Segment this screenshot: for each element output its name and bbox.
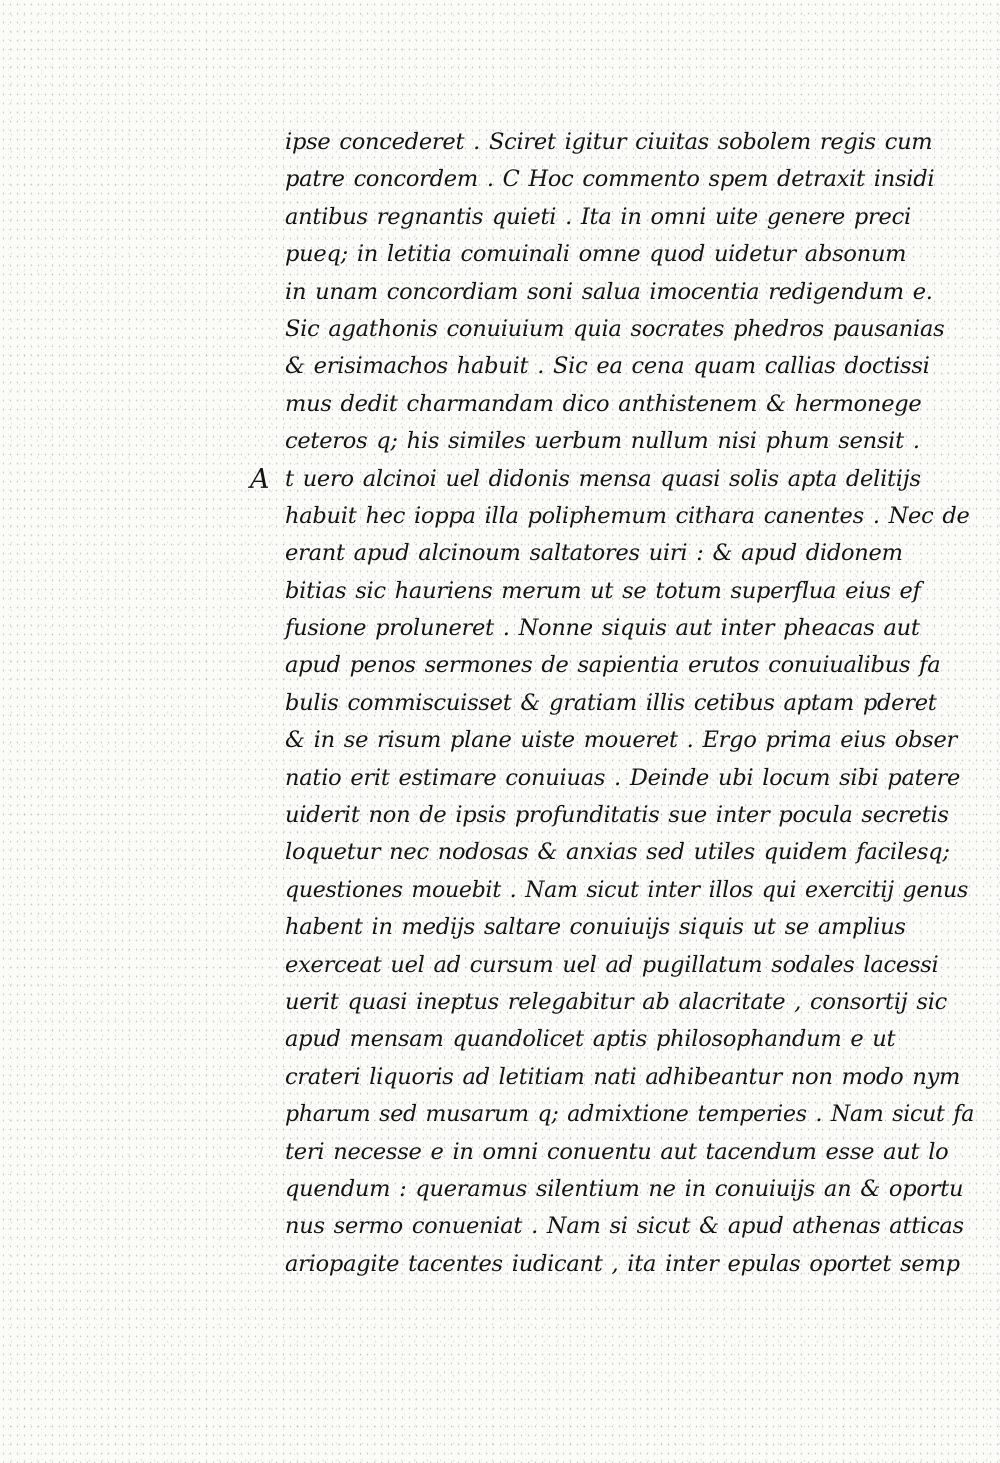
manuscript-line: ariopagite tacentes iudicant , ita inter epulas oportet semp [285, 1250, 960, 1277]
manuscript-line: fusione proluneret . Nonne siquis aut inter pheacas aut [285, 615, 920, 642]
manuscript-line: Sic agathonis conuiuium quia socrates phedros pausanias [285, 315, 945, 342]
manuscript-line: t uero alcinoi uel didonis mensa quasi solis apta delitijs [285, 465, 921, 492]
manuscript-line: habent in medijs saltare conuiuijs siquis ut se amplius [285, 914, 906, 941]
manuscript-line: erant apud alcinoum saltatores uiri : & apud didonem [285, 540, 903, 567]
manuscript-line: in unam concordiam soni salua imocentia redigendum e. [285, 278, 933, 305]
manuscript-line: quendum : queramus silentium ne in conuiuijs an & oportu [285, 1175, 964, 1202]
manuscript-line: ceteros q; his similes uerbum nullum nisi phum sensit . [285, 428, 920, 455]
manuscript-line: antibus regnantis quieti . Ita in omni uite genere preci [285, 203, 911, 230]
manuscript-line: pharum sed musarum q; admixtione temperies . Nam sicut fa [285, 1102, 975, 1128]
manuscript-line: patre concordem . C Hoc commento spem detraxit insidi [285, 166, 935, 193]
manuscript-line: apud penos sermones de sapientia erutos conuiualibus fa [285, 652, 941, 679]
manuscript-line: mus dedit charmandam dico anthistenem & hermonege [285, 390, 922, 417]
margin-initial-letter: A [250, 464, 270, 495]
manuscript-line: uerit quasi ineptus relegabitur ab alacritate , consortij sic [285, 988, 947, 1015]
manuscript-line: ipse concederet . Sciret igitur ciuitas sobolem regis cum [285, 129, 933, 155]
manuscript-line: habuit hec ioppa illa poliphemum cithara canentes . Nec de [285, 502, 970, 529]
manuscript-line: exerceat uel ad cursum uel ad pugillatum sodales lacessi [285, 951, 939, 978]
manuscript-line: loquetur nec nodosas & anxias sed utiles quidem facilesq; [285, 839, 950, 866]
manuscript-line: apud mensam quandolicet aptis philosophandum e ut [285, 1026, 896, 1053]
manuscript-line: crateri liquoris ad letitiam nati adhibeantur non modo nym [285, 1063, 961, 1090]
manuscript-line: nus sermo conueniat . Nam si sicut & apud athenas atticas [285, 1213, 964, 1240]
manuscript-line: uiderit non de ipsis profunditatis sue inter pocula secretis [285, 802, 949, 829]
manuscript-line: & erisimachos habuit . Sic ea cena quam callias doctissi [285, 353, 930, 380]
manuscript-line: pueq; in letitia comuinali omne quod uidetur absonum [285, 241, 907, 268]
manuscript-line: questiones mouebit . Nam sicut inter illos qui exercitij genus [285, 877, 968, 903]
manuscript-line: teri necesse e in omni conuentu aut tacendum esse aut lo [285, 1138, 949, 1165]
manuscript-line: bitias sic hauriens merum ut se totum superflua eius ef [285, 577, 921, 604]
manuscript-text-block [285, 124, 975, 1283]
manuscript-line: & in se risum plane uiste moueret . Ergo prima eius obser [285, 727, 958, 754]
manuscript-line: natio erit estimare conuiuas . Deinde ubi locum sibi patere [285, 764, 961, 791]
manuscript-line: bulis commiscuisset & gratiam illis cetibus aptam pderet [285, 689, 937, 716]
